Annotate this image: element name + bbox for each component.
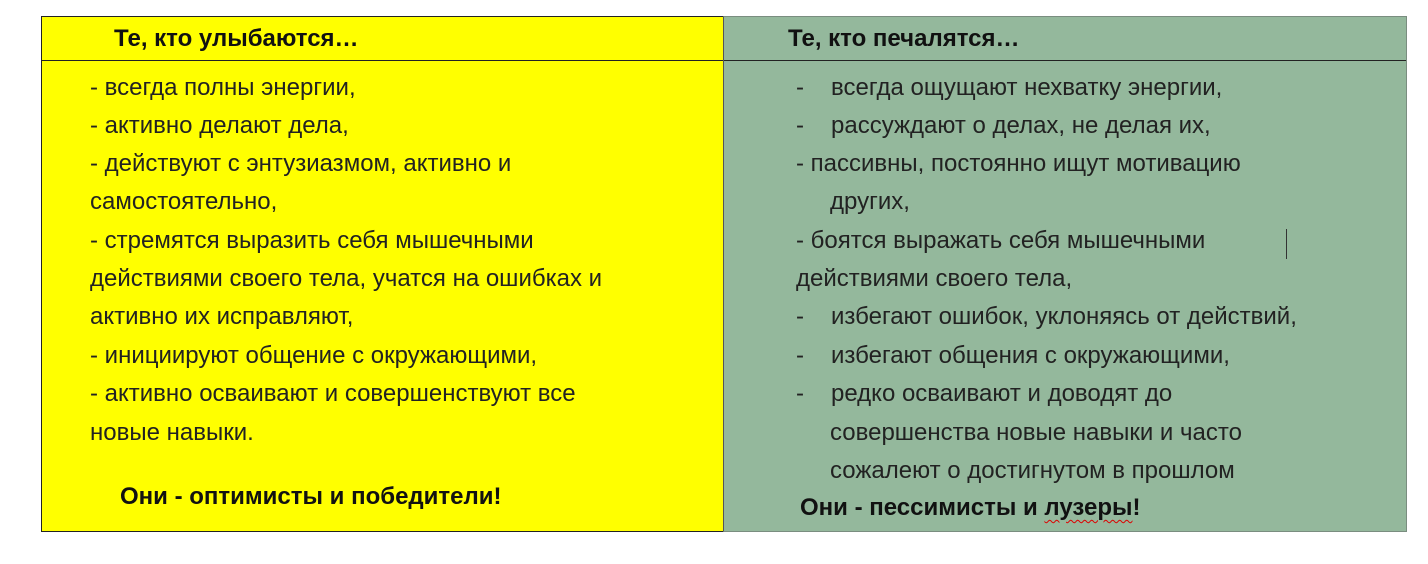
sad-dash-2: -: [796, 112, 804, 139]
smiling-line-2: - активно делают дела,: [90, 112, 349, 139]
smiling-header: Те, кто улыбаются…: [114, 25, 359, 52]
sad-conclusion-suffix: !: [1132, 494, 1141, 521]
smiling-line-5: - стремятся выразить себя мышечными: [90, 227, 534, 254]
smiling-line-1: - всегда полны энергии,: [90, 74, 356, 101]
sad-header: Те, кто печалятся…: [788, 25, 1020, 52]
sad-conclusion-word: лузеры: [1044, 494, 1133, 521]
sad-conclusion: [800, 494, 1141, 522]
sad-line-6: действиями своего тела,: [796, 265, 1073, 292]
sad-line-3: - пассивны, постоянно ищут мотивацию: [796, 150, 1241, 177]
sad-line-8: избегают общения с окружающими,: [831, 342, 1230, 369]
smiling-line-3: - действуют с энтузиазмом, активно и: [90, 150, 512, 177]
smiling-line-9: - активно осваивают и совершенствуют все: [90, 380, 576, 407]
sad-line-4: других,: [830, 188, 910, 215]
sad-line-11: сожалеют о достигнутом в прошлом: [830, 457, 1235, 484]
sad-dash-3: -: [796, 303, 804, 330]
sad-header-cell: [724, 17, 1406, 61]
sad-line-2: рассуждают о делах, не делая их,: [831, 112, 1211, 139]
comparison-table: [41, 16, 1407, 532]
sad-conclusion-prefix: Они - пессимисты и: [800, 494, 1045, 521]
sad-line-1: всегда ощущают нехватку энергии,: [831, 74, 1223, 101]
smiling-line-4: самостоятельно,: [90, 188, 278, 215]
smiling-column: [41, 16, 723, 532]
sad-line-5: - боятся выражать себя мышечными: [796, 227, 1206, 254]
sad-dash-5: -: [796, 380, 804, 407]
sad-dash-4: -: [796, 342, 804, 369]
smiling-line-7: активно их исправляют,: [90, 303, 354, 330]
smiling-header-cell: [42, 17, 723, 61]
smiling-conclusion: Они - оптимисты и победители!: [120, 483, 502, 510]
smiling-line-8: - инициируют общение с окружающими,: [90, 342, 538, 369]
sad-line-10: совершенства новые навыки и часто: [830, 419, 1242, 446]
sad-dash-1: -: [796, 74, 804, 101]
text-cursor: [1286, 229, 1287, 259]
sad-line-7: избегают ошибок, уклоняясь от действий,: [831, 303, 1297, 330]
smiling-line-10: новые навыки.: [90, 419, 254, 446]
sad-column: [723, 16, 1407, 532]
sad-line-9: редко осваивают и доводят до: [831, 380, 1173, 407]
smiling-line-6: действиями своего тела, учатся на ошибках и: [90, 265, 603, 292]
